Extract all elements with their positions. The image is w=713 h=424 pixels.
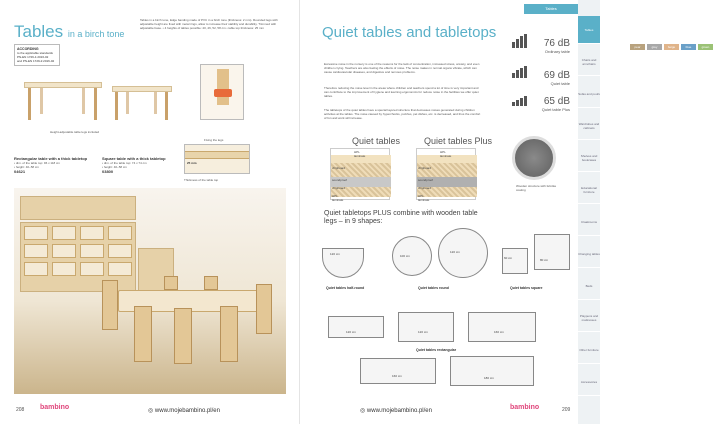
sound-bars-icon <box>512 34 528 48</box>
round-table-120-shape <box>438 228 488 278</box>
rect-table-180x80-shape <box>450 356 534 386</box>
felt-caption: Wooden structure with felt-like coating <box>516 184 557 192</box>
rating-value: 65 dB <box>543 96 570 107</box>
shapes-title: Quiet tabletops PLUS combine with wooden table legs – in 9 shapes: <box>324 210 478 225</box>
website-text: www.mojebambino.pl/en <box>154 408 220 414</box>
color-swatch: green <box>698 44 713 50</box>
rating-value: 69 dB <box>543 70 570 81</box>
side-tab-beds[interactable]: Beds <box>578 272 600 300</box>
legs-caption: Height-adjustable table legs included <box>50 130 100 134</box>
dim-label: 120 cm <box>330 252 340 256</box>
header-tab: Tables <box>524 4 578 14</box>
side-tab-chairs[interactable]: Chairs and armchairs <box>578 48 600 76</box>
rect-table-120x80-shape <box>398 312 454 342</box>
rect-table-160x60-shape <box>360 358 436 384</box>
product-name: Rectangular table with a thick tabletop <box>14 156 88 161</box>
shape-group-label: Quiet tables half-round <box>326 286 365 290</box>
quiet-tables-heading: Quiet tables <box>352 136 401 146</box>
certificate-heading: ACCORDING <box>17 47 39 51</box>
square-table-image <box>112 86 172 122</box>
round-table-100-shape <box>392 236 432 276</box>
product-description: Tables in a birch tone, Edge banding made of PVC in a birch tone (thickness: 2 mm). Rounded legs with adjustable height are fixed with metal rings, allow to increase their stability and durability. Trimmed with adjustable base. • 4 heights of tables possible: 40, 46, 52, 58 cm • table top thickness: 25 mm <box>140 18 278 30</box>
felt-coating-image <box>512 136 556 180</box>
side-tab-playpens[interactable]: Playpens and mattresses <box>578 304 600 332</box>
dim-label: 80 cm <box>540 258 549 262</box>
dim-label: 120 cm <box>418 330 428 334</box>
thickness-detail-image <box>184 144 250 174</box>
sound-bars-icon <box>512 96 528 106</box>
product-height: • height: 40–58 cm <box>14 165 39 169</box>
layer-label: soundproof <box>418 178 434 182</box>
square-table-80-shape <box>534 234 570 270</box>
side-tab-wardrobes[interactable]: Wardrobes and cabinets <box>578 112 600 140</box>
bambino-logo: bambino <box>40 404 70 411</box>
rating-label: Quiet table <box>550 81 570 86</box>
layer-label: HPL laminate <box>418 194 430 202</box>
layer-label: HPL laminate <box>354 150 366 158</box>
product-height: • height: 40–58 cm <box>102 165 127 169</box>
side-tab-sofas[interactable]: Sofas and poufs <box>578 80 600 108</box>
shape-group-label: Quiet tables round <box>418 286 449 290</box>
classroom-photo <box>14 188 286 394</box>
layer-label: chipboard <box>418 186 432 190</box>
side-tabs <box>578 0 600 424</box>
dim-label: 100 cm <box>400 254 410 258</box>
title-main: Tables <box>14 22 64 41</box>
certificate-line: and PN-EN 1729-2:2016-02 <box>17 59 55 63</box>
right-page <box>300 0 710 424</box>
product-rectangular <box>14 156 94 174</box>
rating-label: Quiet table Plus <box>541 107 570 112</box>
certificate-line: to the applicable standards <box>17 51 53 55</box>
thickness-value: 25 mm <box>187 161 197 165</box>
side-tab-shelves[interactable]: Shelves and bookcases <box>578 144 600 172</box>
certificate-box <box>14 44 60 66</box>
side-tab-accessories[interactable]: Accessories <box>578 368 600 396</box>
square-table-60-shape <box>502 248 528 274</box>
product-name: Square table with a thick tabletop <box>102 156 166 161</box>
page-number: 208 <box>16 407 25 413</box>
rectangular-table-image <box>24 82 102 122</box>
rect-table-120x60-shape <box>328 316 384 338</box>
layer-label: HPL laminate <box>332 194 344 202</box>
rating-quiet-plus <box>530 96 570 112</box>
layer-label: chipboard <box>418 166 432 170</box>
left-page <box>0 0 300 424</box>
page-title: Quiet tables and tabletops <box>322 24 497 41</box>
dim-label: 160 cm <box>494 330 504 334</box>
color-swatch: grey <box>647 44 662 50</box>
page-number: 209 <box>562 407 571 413</box>
dim-label: 120 cm <box>346 330 356 334</box>
side-tab-changing[interactable]: Changing tables <box>578 240 600 268</box>
color-swatch: pear <box>630 44 645 50</box>
website-link[interactable] <box>148 407 220 414</box>
certificate-line: PN-EN 1729-1:2016-02 <box>17 55 49 59</box>
globe-icon: ◎ <box>148 408 154 414</box>
side-tab-other[interactable]: Other furniture <box>578 336 600 364</box>
layer-label: HPL laminate <box>440 150 452 158</box>
website-text: www.mojebambino.pl/en <box>366 408 432 414</box>
shape-group-label: Quiet tables rectangular <box>416 348 457 352</box>
rating-value: 76 dB <box>543 38 570 49</box>
dim-label: 160 cm <box>392 374 402 378</box>
rating-quiet <box>530 70 570 86</box>
website-link[interactable] <box>360 407 432 414</box>
page-title <box>14 22 124 42</box>
color-swatch: blue <box>681 44 696 50</box>
product-code: 03800 <box>102 169 114 174</box>
rating-ordinary <box>530 38 570 54</box>
thickness-caption: Thickness of the table top <box>184 178 219 182</box>
product-code: 04621 <box>14 169 26 174</box>
bambino-logo: bambino <box>510 404 540 411</box>
quiet-tables-plus-heading: Quiet tables Plus <box>424 136 493 146</box>
paragraph-1: Excessive noise in the nursery is one of the reasons for the lack of concentration, increased stress, anxiety, and even children crying. Teachers are also feeling the effects of noise. The noise makes in normal organs vibrate, which can cause cardiovascular diseases, and digestive and nervous problems. <box>324 62 480 74</box>
dim-label: 180 cm <box>484 376 494 380</box>
rating-label: Ordinary table <box>544 49 570 54</box>
layer-label: soundproof <box>332 178 348 182</box>
paragraph-3: The tabletops of the quiet tables have a special layered structure that decreases noises generated during children activities at the tables. The noise caused by hyperchocks, puzzles, pet dishes, etc. is decreased, and thus the comfort of fun and work will increase. <box>324 108 481 120</box>
product-dim: • dim. of the table top: 74 x 74 cm <box>102 161 147 165</box>
side-tab-educational[interactable]: Educational furniture <box>578 176 600 204</box>
side-tab-tables[interactable]: Tables <box>578 16 600 44</box>
dim-label: 60 cm <box>504 256 513 260</box>
product-square <box>102 156 180 174</box>
color-swatch: beige <box>664 44 679 50</box>
half-round-table-shape <box>322 248 364 278</box>
layer-label: chipboard <box>332 186 346 190</box>
dim-label: 120 cm <box>450 250 460 254</box>
globe-icon: ◎ <box>360 408 366 414</box>
leg-detail-image <box>200 64 244 120</box>
sound-bars-icon <box>512 66 528 78</box>
layer-label: chipboard <box>332 166 346 170</box>
title-sub: in a birch tone <box>67 29 125 39</box>
shape-group-label: Quiet tables square <box>510 286 543 290</box>
product-dim: • dim. of the table top: 96 x 118 cm <box>14 161 61 165</box>
leg-detail-caption: Fixing the legs <box>204 138 224 142</box>
rect-table-160x80-shape <box>468 312 536 342</box>
paragraph-2: Therefore reducing the noise level in the areas where children and teachers spend a lot of time is very important and can contribute to the improvement of hygiene and learning ergonomics for reduce noise in the facilities we offer quiet tables. <box>324 86 479 98</box>
side-tab-cloakrooms[interactable]: Cloakrooms <box>578 208 600 236</box>
